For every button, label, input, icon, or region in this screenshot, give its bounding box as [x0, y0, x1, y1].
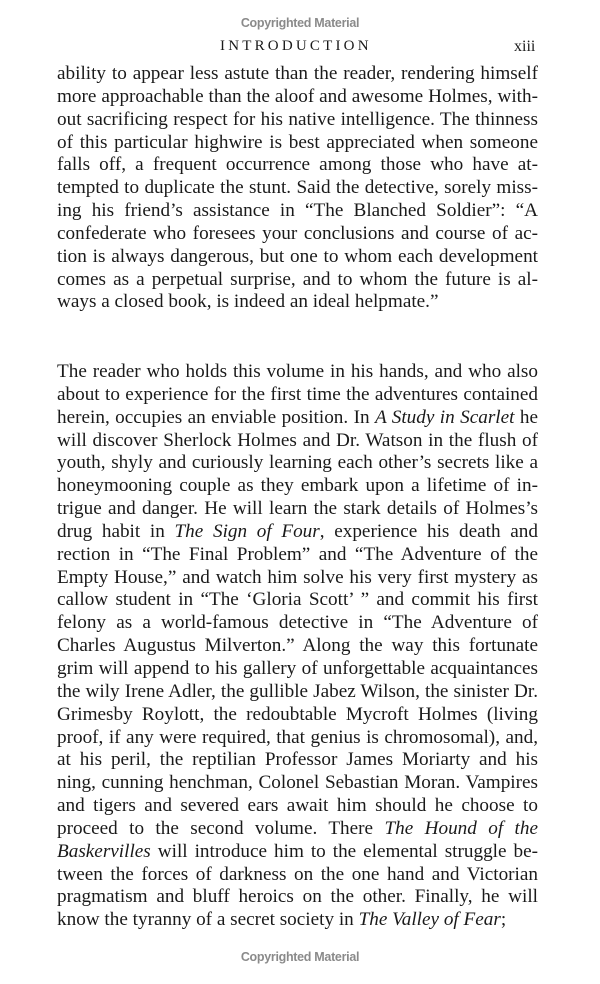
text-line: [57, 291, 538, 314]
text-segment: callow student in “The ‘Gloria Scott’ ” and commit his first: [57, 589, 538, 611]
text-segment: tion is always dangerous, but one to whom each development: [57, 245, 538, 267]
text-line: [57, 681, 538, 704]
text-segment: grim will append to his gallery of unforgettable acquaintances: [57, 657, 538, 679]
text-segment: about to experience for the first time the adventures contained: [57, 383, 538, 405]
text-line: [57, 361, 538, 384]
text-line: [57, 430, 538, 453]
text-line: [57, 452, 538, 475]
italic-title: The Sign of Four: [174, 520, 320, 542]
text-line: [57, 132, 538, 155]
text-segment: know the tyranny of a secret society in: [57, 909, 359, 931]
text-line: [57, 727, 538, 750]
text-line: [57, 177, 538, 200]
text-line: [57, 269, 538, 292]
italic-title: The Hound of the: [384, 817, 538, 839]
text-line: [57, 841, 538, 864]
text-line: [57, 63, 538, 86]
text-segment: falls off, a frequent occurrence among those who have at-: [57, 154, 538, 176]
text-segment: Grimesby Roylott, the redoubtable Mycroft Holmes (living: [57, 703, 538, 725]
text-line: [57, 818, 538, 841]
text-segment: ;: [500, 909, 507, 931]
page-number: xiii: [514, 38, 536, 55]
text-segment: herein, occupies an enviable position. In: [57, 406, 375, 428]
text-line: [57, 407, 538, 430]
text-segment: Charles Augustus Milverton.” Along the way this fortunate: [57, 635, 538, 657]
text-segment: of this particular highwire is best appreciated when someone: [57, 131, 538, 153]
text-segment: drug habit in: [57, 520, 175, 542]
text-segment: ning, cunning henchman, Colonel Sebastian Moran. Vampires: [57, 772, 538, 794]
italic-title: A Study in Scarlet: [374, 406, 515, 428]
text-line: [57, 795, 538, 818]
text-line: [57, 704, 538, 727]
text-segment: comes as a perpetual surprise, and to whom the future is al-: [57, 268, 538, 290]
text-line: [57, 589, 538, 612]
text-segment: trigue and danger. He will learn the stark details of Holmes’s: [57, 498, 538, 520]
copyright-watermark-top: Copyrighted Material: [240, 16, 360, 30]
text-line: [57, 521, 538, 544]
copyright-watermark-bottom: Copyrighted Material: [240, 950, 360, 964]
text-segment: the wily Irene Adler, the gullible Jabez Wilson, the sinister Dr.: [57, 680, 538, 702]
text-line: [57, 772, 538, 795]
text-line: [57, 612, 538, 635]
text-line: [57, 475, 538, 498]
text-segment: Empty House,” and watch him solve his very first mystery as: [57, 566, 538, 588]
text-line: [57, 200, 538, 223]
text-line: [57, 544, 538, 567]
text-line: [57, 246, 538, 269]
text-segment: rection in “The Final Problem” and “The Adventure of the: [57, 543, 538, 565]
text-segment: at his peril, the reptilian Professor James Moriarty and his: [57, 749, 538, 771]
text-segment: will introduce him to the elemental struggle be-: [150, 840, 538, 862]
text-segment: ing his friend’s assistance in “The Blanched Soldier”: “A: [57, 200, 538, 222]
text-line: [57, 909, 538, 932]
text-line: [57, 658, 538, 681]
text-line: [57, 384, 538, 407]
text-line: [57, 109, 538, 132]
running-head-title: INTRODUCTION: [220, 38, 372, 54]
italic-title: Baskervilles: [57, 840, 151, 862]
text-segment: proceed to the second volume. There: [57, 817, 385, 839]
text-line: [57, 567, 538, 590]
text-segment: ways a closed book, is indeed an ideal helpmate.”: [57, 291, 439, 313]
text-segment: The reader who holds this volume in his hands, and who also: [57, 361, 538, 382]
text-segment: , experience his death and: [319, 520, 538, 542]
text-segment: felony as a world-famous detective in “The Adventure of: [57, 612, 538, 634]
text-segment: tween the forces of darkness on the one hand and Victorian: [57, 863, 538, 885]
text-segment: more approachable than the aloof and awesome Holmes, with-: [57, 85, 538, 107]
text-line: [57, 886, 538, 909]
text-line: [57, 749, 538, 772]
text-segment: tempted to duplicate the stunt. Said the detective, sorely miss-: [57, 177, 538, 199]
text-segment: he: [514, 406, 538, 428]
text-line: [57, 86, 538, 109]
text-segment: out sacrificing respect for his native intelligence. The thinness: [57, 108, 538, 130]
text-segment: pragmatism and bluff heroics on the other. Finally, he will: [57, 886, 538, 908]
text-line: [57, 635, 538, 658]
text-segment: ability to appear less astute than the reader, rendering himself: [57, 63, 538, 84]
text-segment: proof, if any were required, that genius is chromosomal), and,: [57, 726, 538, 748]
paragraph-1: [57, 63, 538, 314]
text-segment: youth, shyly and curiously learning each other’s secrets like a: [57, 452, 538, 474]
text-line: [57, 223, 538, 246]
running-head: [0, 38, 600, 58]
paragraph-2: [57, 361, 538, 932]
text-segment: confederate who foresees your conclusions and course of ac-: [57, 222, 538, 244]
text-line: [57, 154, 538, 177]
text-line: [57, 498, 538, 521]
text-line: [57, 864, 538, 887]
italic-title: The Valley of Fear: [358, 909, 501, 931]
text-segment: honeymooning couple as they embark upon a lifetime of in-: [57, 475, 538, 497]
text-segment: will discover Sherlock Holmes and Dr. Watson in the flush of: [57, 429, 538, 451]
text-segment: and tigers and severed ears await him should he choose to: [57, 795, 538, 817]
